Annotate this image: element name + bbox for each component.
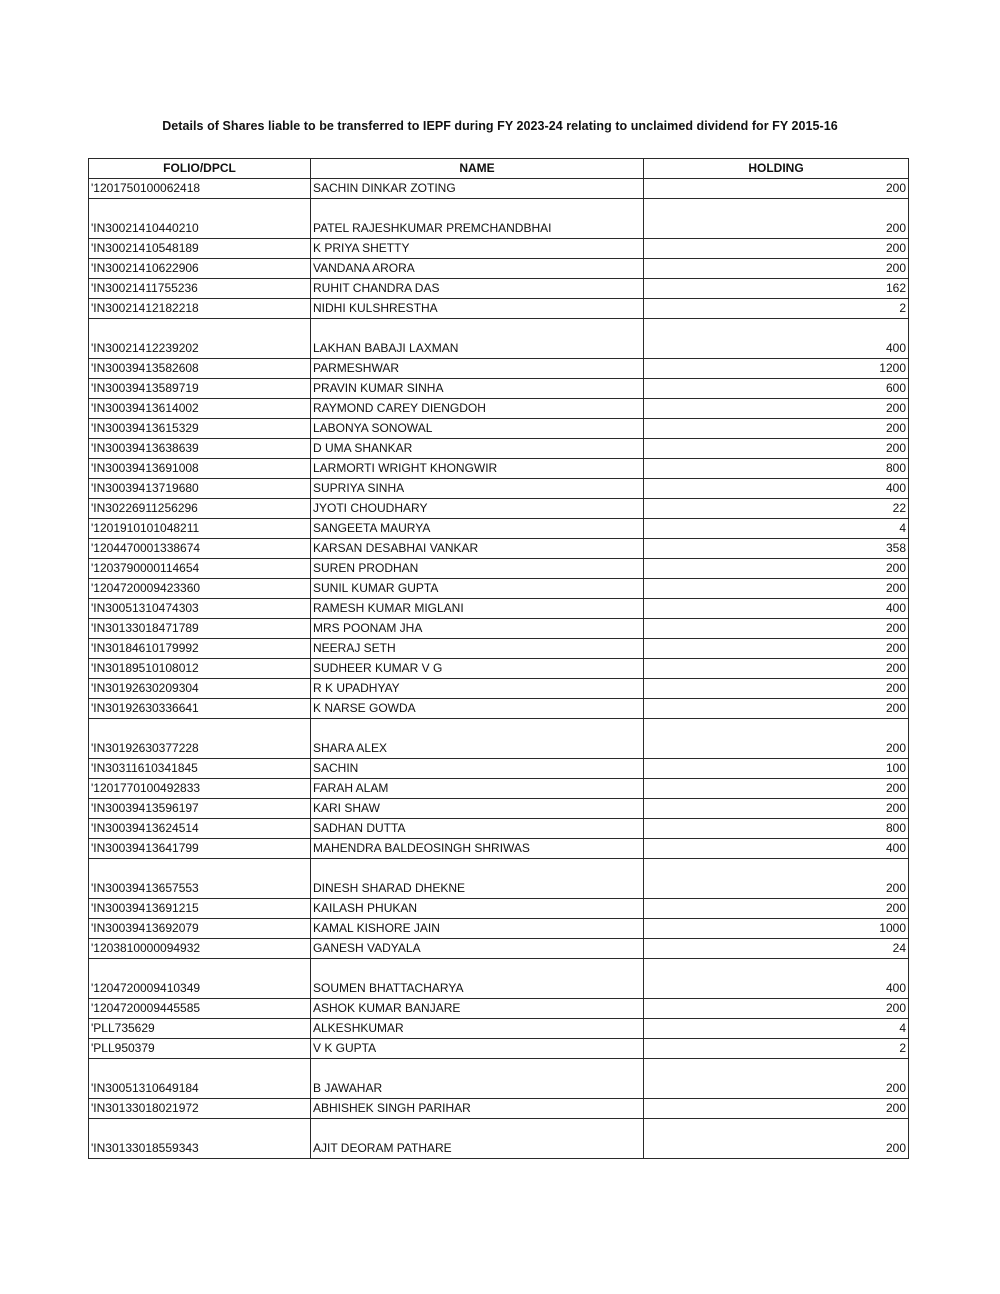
holding-cell: 200	[644, 859, 909, 899]
holding-cell: 200	[644, 239, 909, 259]
folio-cell: 'IN30192630377228	[89, 719, 311, 759]
holding-cell: 200	[644, 1099, 909, 1119]
holding-cell: 400	[644, 839, 909, 859]
folio-cell: '1201910101048211	[89, 519, 311, 539]
holding-cell: 22	[644, 499, 909, 519]
table-header-row	[89, 159, 909, 179]
folio-cell: 'IN30021410440210	[89, 199, 311, 239]
name-cell: LABONYA SONOWAL	[311, 419, 644, 439]
holding-cell: 200	[644, 799, 909, 819]
table-row	[89, 899, 909, 919]
holding-cell: 358	[644, 539, 909, 559]
folio-cell: 'IN30133018021972	[89, 1099, 311, 1119]
holding-cell: 1200	[644, 359, 909, 379]
folio-cell: 'IN30039413719680	[89, 479, 311, 499]
name-cell: KAILASH PHUKAN	[311, 899, 644, 919]
table-row	[89, 499, 909, 519]
holding-cell: 200	[644, 719, 909, 759]
name-cell: ASHOK KUMAR BANJARE	[311, 999, 644, 1019]
name-cell: RAMESH KUMAR MIGLANI	[311, 599, 644, 619]
holding-cell: 200	[644, 639, 909, 659]
holding-cell: 100	[644, 759, 909, 779]
folio-cell: '1203790000114654	[89, 559, 311, 579]
folio-cell: 'PLL950379	[89, 1039, 311, 1059]
name-cell: VANDANA ARORA	[311, 259, 644, 279]
holding-cell: 200	[644, 999, 909, 1019]
holding-cell: 400	[644, 479, 909, 499]
name-cell: FARAH ALAM	[311, 779, 644, 799]
table-row	[89, 699, 909, 719]
name-cell: R K UPADHYAY	[311, 679, 644, 699]
table-row	[89, 319, 909, 359]
name-cell: SADHAN DUTTA	[311, 819, 644, 839]
table-body	[89, 179, 909, 1159]
name-cell: SUNIL KUMAR GUPTA	[311, 579, 644, 599]
name-cell: SOUMEN BHATTACHARYA	[311, 959, 644, 999]
table-row	[89, 999, 909, 1019]
table-row	[89, 399, 909, 419]
name-cell: JYOTI CHOUDHARY	[311, 499, 644, 519]
holding-cell: 200	[644, 1119, 909, 1159]
holding-cell: 200	[644, 679, 909, 699]
table-row	[89, 779, 909, 799]
holding-cell: 200	[644, 439, 909, 459]
folio-cell: 'IN30021412239202	[89, 319, 311, 359]
folio-cell: 'IN30039413596197	[89, 799, 311, 819]
folio-cell: 'IN30039413615329	[89, 419, 311, 439]
holding-cell: 2	[644, 299, 909, 319]
holding-cell: 200	[644, 579, 909, 599]
name-cell: D UMA SHANKAR	[311, 439, 644, 459]
holding-cell: 200	[644, 419, 909, 439]
table-row	[89, 719, 909, 759]
folio-cell: '1204470001338674	[89, 539, 311, 559]
folio-cell: 'IN30051310474303	[89, 599, 311, 619]
holding-cell: 400	[644, 599, 909, 619]
table-row	[89, 919, 909, 939]
name-cell: SACHIN DINKAR ZOTING	[311, 179, 644, 199]
holding-cell: 200	[644, 399, 909, 419]
name-cell: RUHIT CHANDRA DAS	[311, 279, 644, 299]
folio-cell: '1201770100492833	[89, 779, 311, 799]
table-row	[89, 1099, 909, 1119]
table-row	[89, 599, 909, 619]
folio-cell: 'IN30226911256296	[89, 499, 311, 519]
folio-cell: 'IN30189510108012	[89, 659, 311, 679]
folio-cell: 'IN30039413589719	[89, 379, 311, 399]
name-cell: KAMAL KISHORE JAIN	[311, 919, 644, 939]
table-row	[89, 1019, 909, 1039]
name-cell: PATEL RAJESHKUMAR PREMCHANDBHAI	[311, 199, 644, 239]
column-header-folio: FOLIO/DPCL	[89, 159, 311, 179]
folio-cell: '1201750100062418	[89, 179, 311, 199]
document-title: Details of Shares liable to be transferred to IEPF during FY 2023-24 relating to unclaimed dividend for FY 2015-16	[162, 119, 838, 133]
holding-cell: 162	[644, 279, 909, 299]
table-row	[89, 439, 909, 459]
holding-cell: 4	[644, 519, 909, 539]
name-cell: KARI SHAW	[311, 799, 644, 819]
name-cell: ABHISHEK SINGH PARIHAR	[311, 1099, 644, 1119]
table-row	[89, 359, 909, 379]
table-row	[89, 259, 909, 279]
name-cell: DINESH SHARAD DHEKNE	[311, 859, 644, 899]
holding-cell: 400	[644, 959, 909, 999]
table-row	[89, 419, 909, 439]
folio-cell: '1204720009410349	[89, 959, 311, 999]
holding-cell: 200	[644, 659, 909, 679]
table-row	[89, 1059, 909, 1099]
table-row	[89, 559, 909, 579]
name-cell: K PRIYA SHETTY	[311, 239, 644, 259]
folio-cell: 'IN30039413638639	[89, 439, 311, 459]
folio-cell: 'IN30039413657553	[89, 859, 311, 899]
table-row	[89, 199, 909, 239]
name-cell: LAKHAN BABAJI LAXMAN	[311, 319, 644, 359]
table-row	[89, 1119, 909, 1159]
name-cell: KARSAN DESABHAI VANKAR	[311, 539, 644, 559]
name-cell: NIDHI KULSHRESTHA	[311, 299, 644, 319]
table-row	[89, 859, 909, 899]
folio-cell: 'IN30039413641799	[89, 839, 311, 859]
table-row	[89, 639, 909, 659]
holding-cell: 800	[644, 819, 909, 839]
name-cell: SANGEETA MAURYA	[311, 519, 644, 539]
table-row	[89, 839, 909, 859]
folio-cell: 'IN30039413691215	[89, 899, 311, 919]
holding-cell: 200	[644, 559, 909, 579]
name-cell: ALKESHKUMAR	[311, 1019, 644, 1039]
holding-cell: 800	[644, 459, 909, 479]
name-cell: V K GUPTA	[311, 1039, 644, 1059]
name-cell: MAHENDRA BALDEOSINGH SHRIWAS	[311, 839, 644, 859]
table-row	[89, 759, 909, 779]
holding-cell: 200	[644, 779, 909, 799]
name-cell: LARMORTI WRIGHT KHONGWIR	[311, 459, 644, 479]
holding-cell: 24	[644, 939, 909, 959]
folio-cell: 'IN30039413624514	[89, 819, 311, 839]
table-row	[89, 939, 909, 959]
name-cell: GANESH VADYALA	[311, 939, 644, 959]
holding-cell: 200	[644, 899, 909, 919]
table-row	[89, 799, 909, 819]
table-row	[89, 659, 909, 679]
table-row	[89, 539, 909, 559]
name-cell: B JAWAHAR	[311, 1059, 644, 1099]
holding-cell: 2	[644, 1039, 909, 1059]
name-cell: K NARSE GOWDA	[311, 699, 644, 719]
name-cell: SUPRIYA SINHA	[311, 479, 644, 499]
name-cell: MRS POONAM JHA	[311, 619, 644, 639]
folio-cell: 'IN30051310649184	[89, 1059, 311, 1099]
folio-cell: 'IN30192630336641	[89, 699, 311, 719]
folio-cell: 'IN30021411755236	[89, 279, 311, 299]
table-row	[89, 959, 909, 999]
name-cell: AJIT DEORAM PATHARE	[311, 1119, 644, 1159]
folio-cell: 'IN30021412182218	[89, 299, 311, 319]
table-row	[89, 239, 909, 259]
folio-cell: 'IN30133018471789	[89, 619, 311, 639]
table-row	[89, 619, 909, 639]
table-row	[89, 479, 909, 499]
column-header-holding: HOLDING	[644, 159, 909, 179]
folio-cell: 'IN30039413582608	[89, 359, 311, 379]
folio-cell: 'IN30192630209304	[89, 679, 311, 699]
table-row	[89, 459, 909, 479]
column-header-name: NAME	[311, 159, 644, 179]
table-row	[89, 379, 909, 399]
name-cell: SHARA ALEX	[311, 719, 644, 759]
folio-cell: 'IN30184610179992	[89, 639, 311, 659]
folio-cell: 'PLL735629	[89, 1019, 311, 1039]
name-cell: SUREN PRODHAN	[311, 559, 644, 579]
holding-cell: 1000	[644, 919, 909, 939]
folio-cell: 'IN30311610341845	[89, 759, 311, 779]
holding-cell: 200	[644, 259, 909, 279]
table-row	[89, 679, 909, 699]
holding-cell: 200	[644, 199, 909, 239]
folio-cell: '1204720009445585	[89, 999, 311, 1019]
folio-cell: 'IN30039413692079	[89, 919, 311, 939]
holding-cell: 200	[644, 619, 909, 639]
table-row	[89, 179, 909, 199]
name-cell: NEERAJ SETH	[311, 639, 644, 659]
table-row	[89, 299, 909, 319]
table-row	[89, 279, 909, 299]
name-cell: SUDHEER KUMAR V G	[311, 659, 644, 679]
holding-cell: 200	[644, 179, 909, 199]
folio-cell: 'IN30133018559343	[89, 1119, 311, 1159]
name-cell: SACHIN	[311, 759, 644, 779]
folio-cell: '1204720009423360	[89, 579, 311, 599]
holding-cell: 200	[644, 1059, 909, 1099]
holding-cell: 200	[644, 699, 909, 719]
table-row	[89, 1039, 909, 1059]
name-cell: RAYMOND CAREY DIENGDOH	[311, 399, 644, 419]
table-row	[89, 819, 909, 839]
holding-cell: 4	[644, 1019, 909, 1039]
folio-cell: 'IN30021410548189	[89, 239, 311, 259]
name-cell: PARMESHWAR	[311, 359, 644, 379]
folio-cell: 'IN30021410622906	[89, 259, 311, 279]
shares-table	[88, 158, 909, 1159]
table-row	[89, 579, 909, 599]
table-row	[89, 519, 909, 539]
name-cell: PRAVIN KUMAR SINHA	[311, 379, 644, 399]
holding-cell: 600	[644, 379, 909, 399]
folio-cell: 'IN30039413691008	[89, 459, 311, 479]
holding-cell: 400	[644, 319, 909, 359]
folio-cell: 'IN30039413614002	[89, 399, 311, 419]
folio-cell: '1203810000094932	[89, 939, 311, 959]
